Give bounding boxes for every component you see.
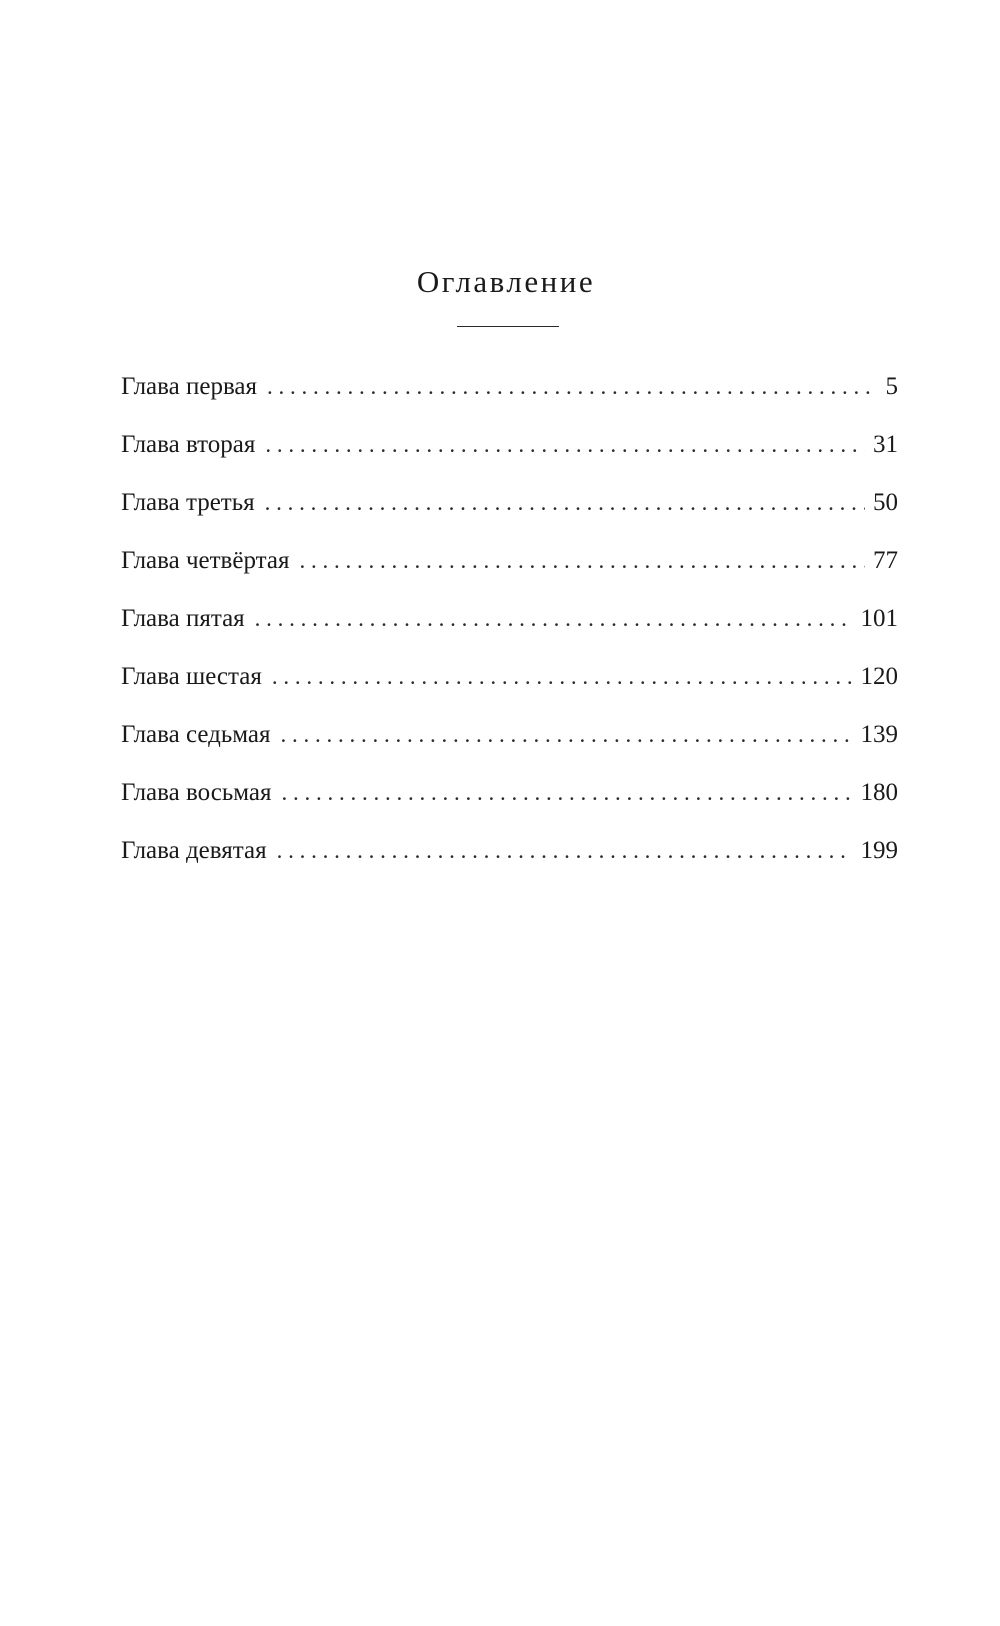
toc-entry-label: Глава седьмая [121,721,271,748]
toc-entry-page: 120 [860,663,898,690]
toc-dot-leader [277,834,853,868]
toc-entry-label: Глава шестая [121,663,262,690]
toc-dot-leader [265,428,865,462]
toc-entry-label: Глава пятая [121,605,245,632]
toc-dot-leader [281,718,853,752]
toc-entry-label: Глава девятая [121,837,267,864]
toc-entry-page: 139 [860,721,898,748]
toc-entry-page: 5 [885,373,898,400]
toc-entry-page: 77 [873,547,898,574]
toc-entry-label: Глава восьмая [121,779,272,806]
toc-entry[interactable] [121,718,898,776]
table-of-contents [121,370,898,892]
toc-entry-page: 101 [860,605,898,632]
toc-entry-label: Глава четвёртая [121,547,290,574]
toc-dot-leader [299,544,865,578]
toc-entry-page: 199 [860,837,898,864]
toc-entry-label: Глава первая [121,373,258,400]
toc-entry[interactable] [121,486,898,544]
toc-dot-leader [267,370,877,404]
toc-dot-leader [272,660,853,694]
toc-entry[interactable] [121,602,898,660]
toc-entry[interactable] [121,544,898,602]
page-title: Оглавление [416,264,596,299]
toc-entry-page: 31 [873,431,898,458]
toc-entry[interactable] [121,776,898,834]
toc-dot-leader [265,486,865,520]
toc-entry-label: Глава третья [121,489,255,516]
toc-dot-leader [255,602,853,636]
title-underline [457,326,559,327]
toc-entry-page: 180 [860,779,898,806]
toc-entry[interactable] [121,660,898,718]
toc-dot-leader [281,776,852,810]
toc-entry[interactable] [121,370,898,428]
toc-entry-page: 50 [873,489,898,516]
toc-entry[interactable] [121,834,898,892]
toc-entry-label: Глава вторая [121,431,256,458]
toc-entry[interactable] [121,428,898,486]
